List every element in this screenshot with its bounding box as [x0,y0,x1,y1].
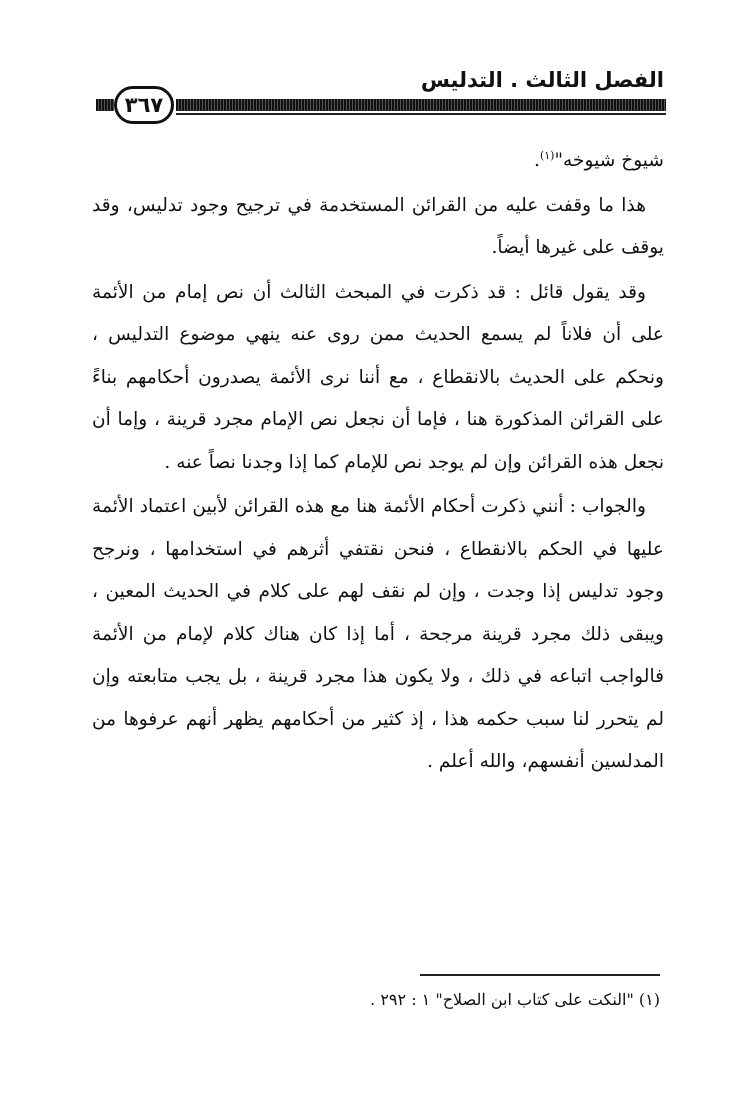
footnote: (١) "النكت على كتاب ابن الصلاح" ١ : ٢٩٢ . [370,990,660,1009]
page-number-badge [114,86,174,124]
paragraph-1-end: . [534,150,540,171]
body-text [92,140,664,784]
paragraph-2: هذا ما وقفت عليه من القرائن المستخدمة في ترجيح وجود تدليس، وقد يوقف على غيرها أيضاً. [92,194,664,258]
header-rule [176,99,666,111]
header-rule-left [96,99,114,111]
paragraph-1 [92,140,664,183]
page-number: ٣٦٧ [124,93,164,117]
footnote-reference: (١) [539,148,555,162]
paragraph-1-text: شيوخ شيوخه" [554,150,664,171]
paragraph-4: والجواب : أنني ذكرت أحكام الأئمة هنا مع هذه القرائن لأبين اعتماد الأئمة عليها في الحكم بالانقطاع ، فنحن نقتفي أثرهم في استخدامها ، ونرجح وجود تدليس إذا وجدت ، وإن لم نقف لهم على كلام في الحديث المعين ، ويبقى ذلك مجرد قرينة مرجحة ، أما إذا كان هناك كلام لإمام من الأئمة فالواجب اتباعه في ذلك ، ولا يكون هذا مجرد قرينة ، بل يجب متابعته وإن لم يتحرر لنا سبب حكمه هذا ، إذ كثير من أحكامهم يظهر أنهم عرفوها من المدلسين أنفسهم، والله أعلم . [92,496,664,772]
paragraph-3: وقد يقول قائل : قد ذكرت في المبحث الثالث أن نص إمام من الأئمة على أن فلاناً لم يسمع الحديث ممن روى عنه ينهي موضوع التدليس ، ونحكم على الحديث بالانقطاع ، مع أننا نرى الأئمة يصدرون أحكامهم بناءً على القرائن المذكورة هنا ، فإما أن نجعل نص الإمام مجرد قرينة ، وإما أن نجعل هذه القرائن وإن لم يوجد نص للإمام كما إذا وجدنا نصاً عنه . [92,281,664,473]
chapter-title: الفصل الثالث . التدليس [420,68,664,92]
footnote-separator [420,974,660,976]
header-rule-thin [176,113,666,115]
